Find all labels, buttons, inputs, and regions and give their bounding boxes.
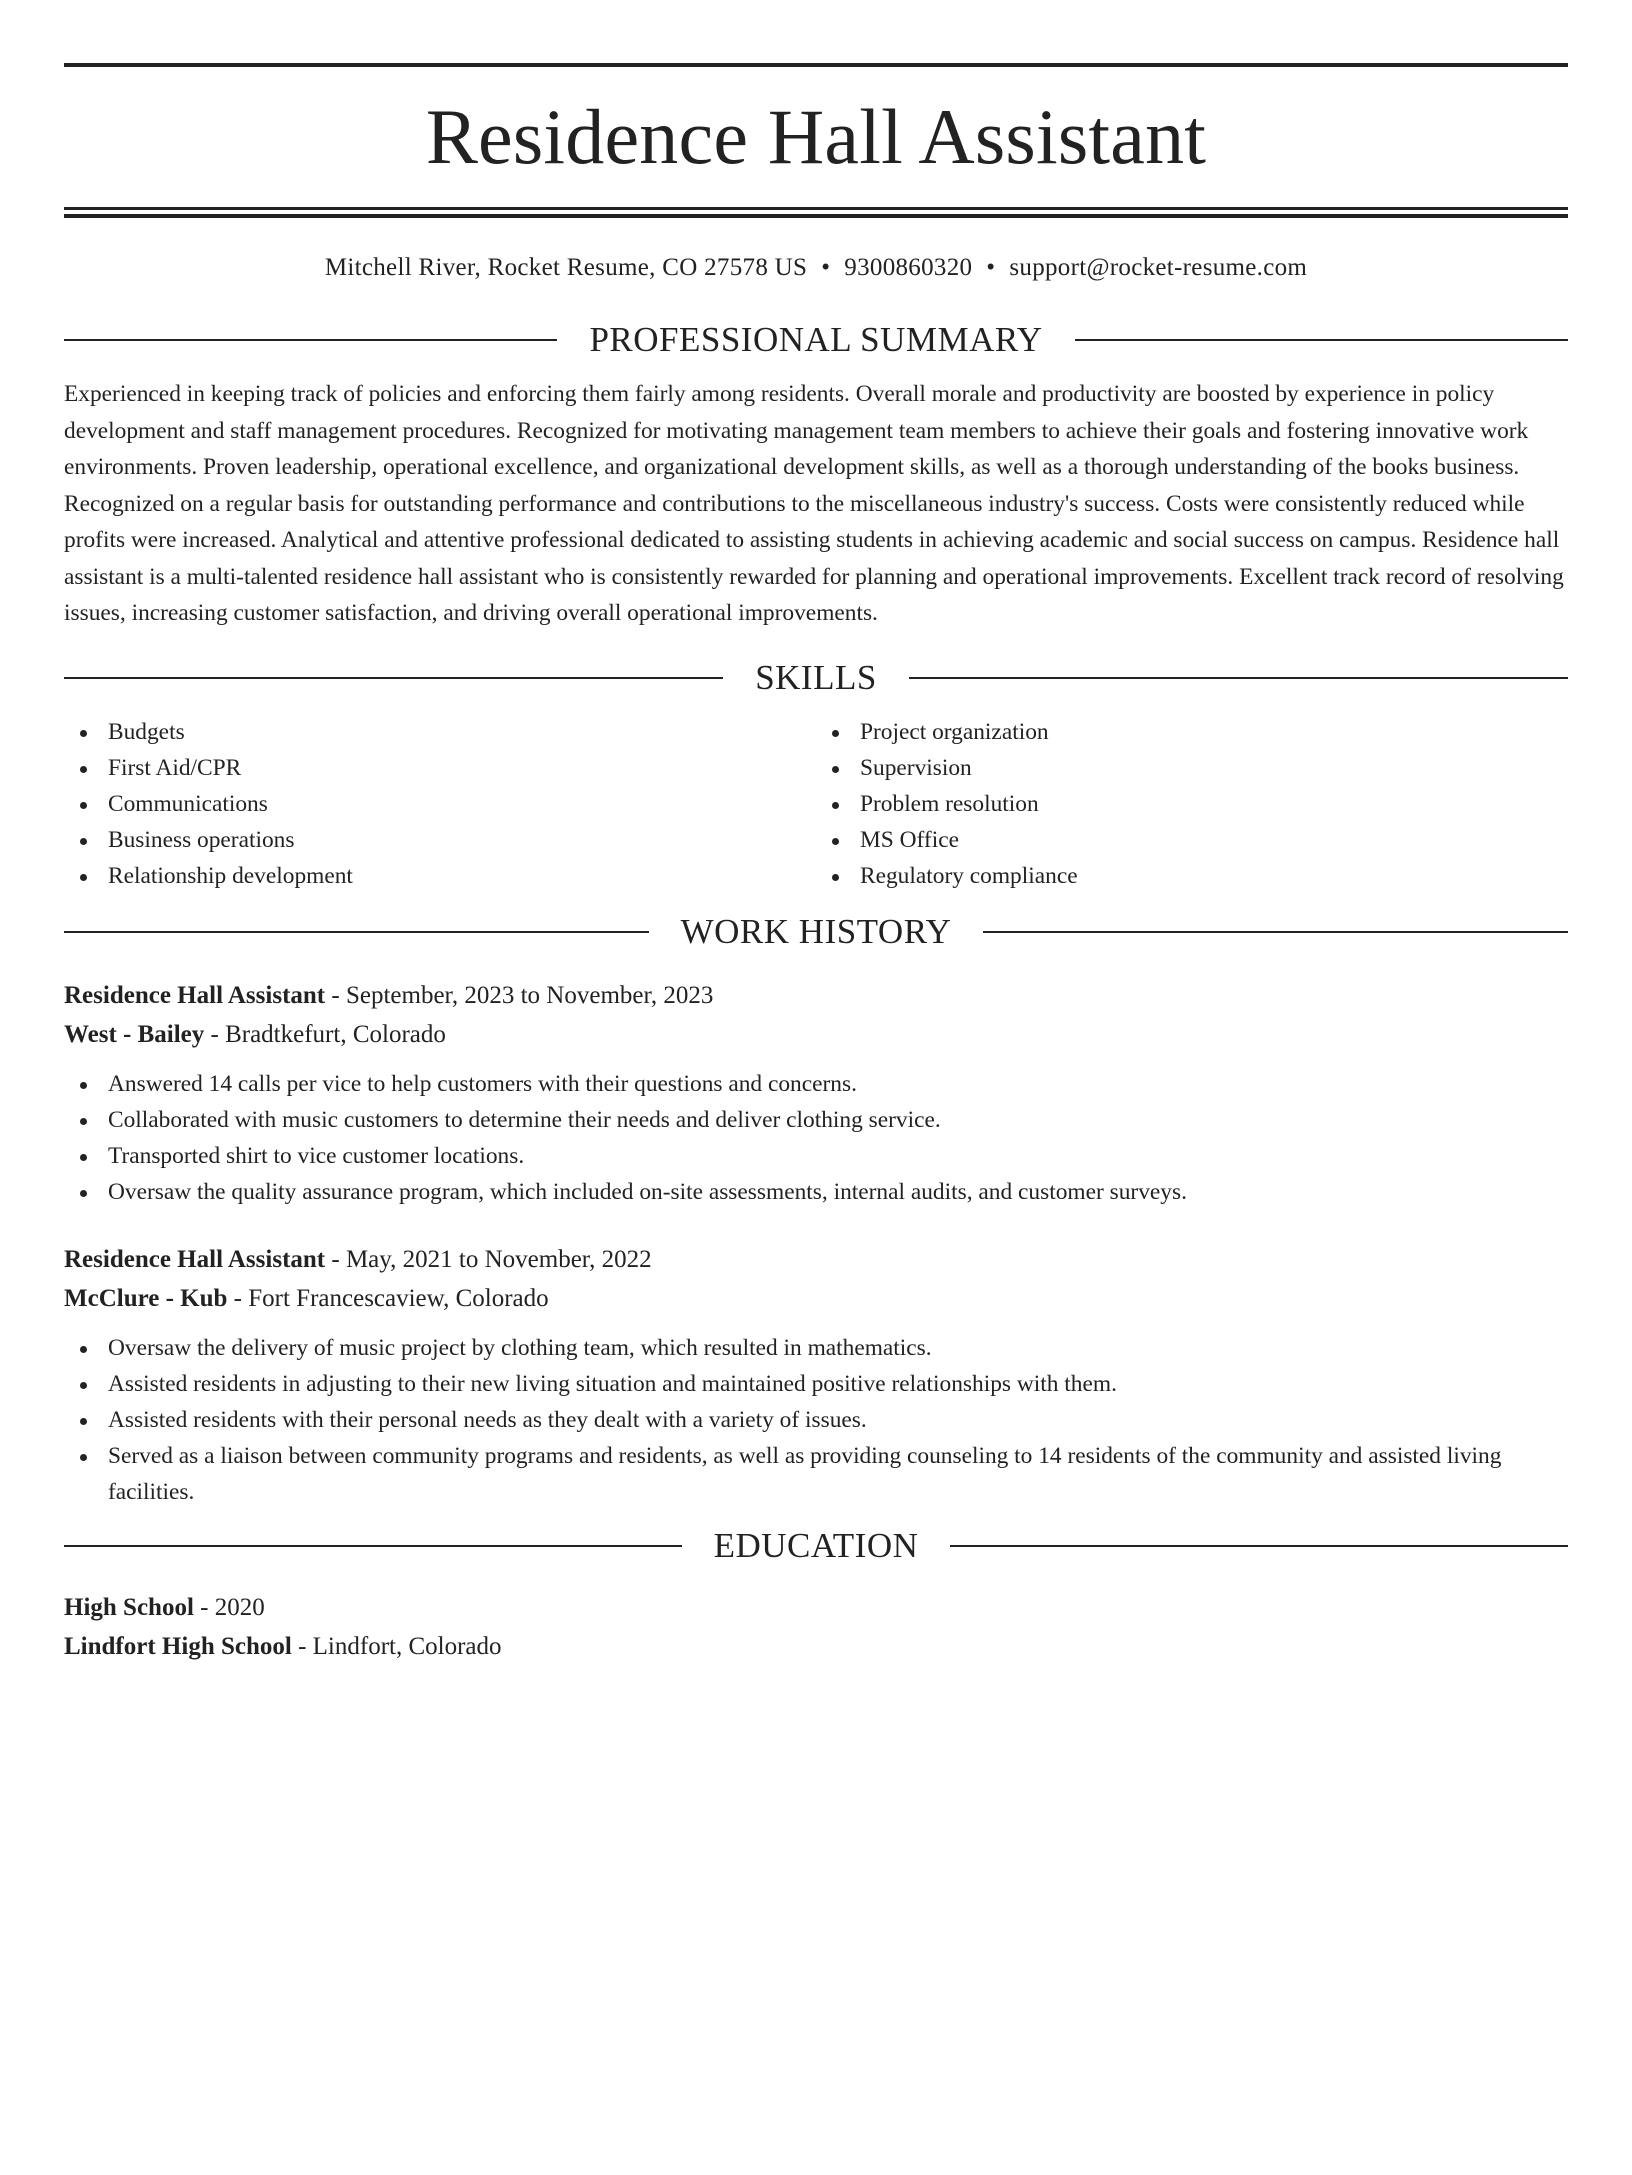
job-company-line — [64, 1015, 1568, 1054]
skill-item: Relationship development — [108, 858, 816, 894]
skill-item: Regulatory compliance — [860, 858, 1568, 894]
job-company-line — [64, 1279, 1568, 1318]
education-heading — [64, 1524, 1568, 1568]
heading-rule-right — [909, 677, 1568, 679]
skill-item: Problem resolution — [860, 786, 1568, 822]
job-bullet: Oversaw the quality assurance program, which included on-site assessments, internal audits, and customer surveys. — [108, 1174, 1568, 1210]
contact-line — [64, 252, 1568, 284]
heading-rule-left — [64, 339, 557, 341]
contact-email: support@rocket-resume.com — [1009, 254, 1308, 281]
job-role-line — [64, 1240, 1568, 1279]
top-rule — [64, 63, 1568, 67]
skill-item: Project organization — [860, 714, 1568, 750]
heading-rule-left — [64, 931, 649, 933]
skills-column-left — [64, 714, 816, 894]
job-entry — [64, 976, 1568, 1210]
skills-title: SKILLS — [755, 657, 877, 697]
summary-text: Experienced in keeping track of policies and enforcing them fairly among residents. Overall morale and productivity are boosted by experience in policy development and staff management procedures. Recognized for motivating management team members to achieve their goals and fostering innovative work environments. Proven leadership, operational excellence, and organizational development skills, as well as a thorough understanding of the books business. Recognized on a regular basis for outstanding performance and contributions to the miscellaneous industry's success. Costs were consistently reduced while profits were increased. Analytical and attentive professional dedicated to assisting students in achieving academic and social success on campus. Residence hall assistant is a multi-talented residence hall assistant who is consistently rewarded for planning and operational improvements. Excellent track record of resolving issues, increasing customer satisfaction, and driving overall operational improvements. — [64, 381, 1564, 626]
skill-item: MS Office — [860, 822, 1568, 858]
job-role: Residence Hall Assistant — [64, 981, 326, 1009]
job-bullet: Transported shirt to vice customer locations. — [108, 1138, 1568, 1174]
job-company: McClure - Kub — [64, 1284, 228, 1312]
job-bullet: Answered 14 calls per vice to help customers with their questions and concerns. — [108, 1066, 1568, 1102]
skills-heading — [64, 656, 1568, 700]
resume-page — [0, 63, 1632, 2175]
education-school-line — [64, 1627, 1568, 1666]
contact-address: Mitchell River, Rocket Resume, CO 27578 US — [324, 254, 808, 281]
job-location: - Fort Francescaview, Colorado — [227, 1284, 549, 1312]
heading-rule-left — [64, 1545, 682, 1547]
education-degree-line — [64, 1588, 1568, 1627]
contact-phone: 9300860320 — [844, 254, 973, 281]
work-heading — [64, 910, 1568, 954]
job-company: West - Bailey — [64, 1020, 205, 1048]
skills-column-right — [816, 714, 1568, 894]
heading-rule-left — [64, 677, 723, 679]
skill-item: First Aid/CPR — [108, 750, 816, 786]
education-school: Lindfort High School — [64, 1632, 292, 1660]
education-degree: High School — [64, 1593, 194, 1621]
contact-separator: • — [986, 254, 996, 281]
education-entry — [64, 1588, 1568, 1666]
heading-rule-right — [1075, 339, 1568, 341]
resume-title: Residence Hall Assistant — [425, 93, 1207, 180]
job-bullet: Assisted residents in adjusting to their new living situation and maintained positive relationships with them. — [108, 1366, 1568, 1402]
job-location: - Bradtkefurt, Colorado — [204, 1020, 446, 1048]
summary-title: PROFESSIONAL SUMMARY — [589, 320, 1043, 359]
work-title: WORK HISTORY — [680, 911, 952, 951]
heading-rule-right — [950, 1545, 1568, 1547]
job-bullet: Collaborated with music customers to determine their needs and deliver clothing service. — [108, 1102, 1568, 1138]
skill-item: Budgets — [108, 714, 816, 750]
job-role-line — [64, 976, 1568, 1015]
skills-list — [64, 714, 1568, 894]
job-bullets — [64, 1066, 1568, 1210]
job-bullet: Oversaw the delivery of music project by clothing team, which resulted in mathematics. — [108, 1330, 1568, 1366]
job-bullet: Assisted residents with their personal needs as they dealt with a variety of issues. — [108, 1402, 1568, 1438]
skill-item: Communications — [108, 786, 816, 822]
heading-rule-right — [983, 931, 1568, 933]
summary-heading — [64, 318, 1568, 362]
job-role: Residence Hall Assistant — [64, 1245, 326, 1273]
title-double-rule — [64, 207, 1568, 218]
education-year: - 2020 — [193, 1593, 265, 1621]
job-dates: - September, 2023 to November, 2023 — [325, 981, 714, 1009]
education-title: EDUCATION — [713, 1525, 919, 1565]
skill-item: Supervision — [860, 750, 1568, 786]
skill-item: Business operations — [108, 822, 816, 858]
job-entry — [64, 1240, 1568, 1510]
contact-separator: • — [821, 254, 831, 281]
job-bullets — [64, 1330, 1568, 1510]
job-dates: - May, 2021 to November, 2022 — [325, 1245, 652, 1273]
job-bullet: Served as a liaison between community programs and residents, as well as providing counseling to 14 residents of the community and assisted living facilities. — [108, 1438, 1568, 1510]
education-location: - Lindfort, Colorado — [291, 1632, 502, 1660]
